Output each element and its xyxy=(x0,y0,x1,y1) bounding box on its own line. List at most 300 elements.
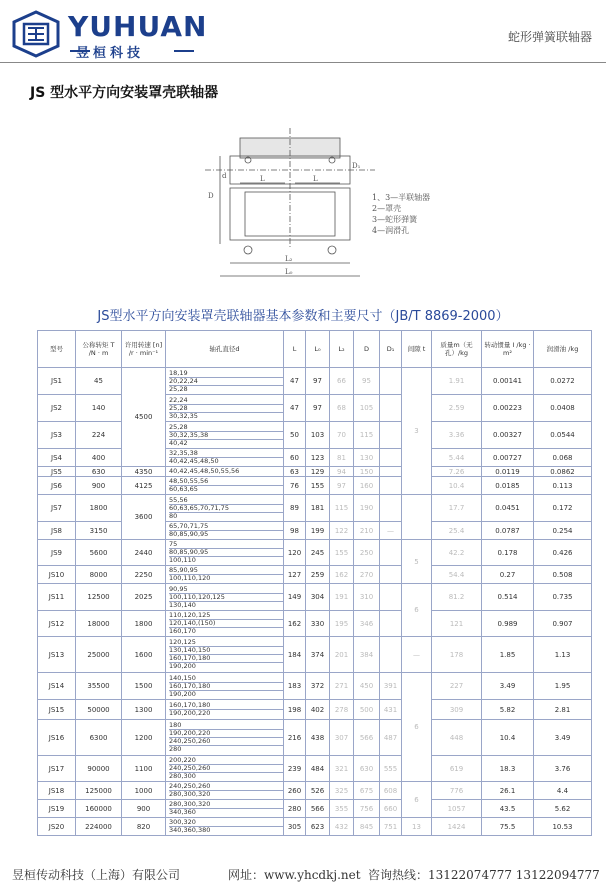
cell-L2: 307 xyxy=(330,720,354,756)
cell-grease: 0.907 xyxy=(534,611,592,637)
cell-inertia: 0.00141 xyxy=(482,368,534,395)
cell-speed: 4350 xyxy=(122,467,166,477)
cell-L: 149 xyxy=(284,584,306,611)
table-title xyxy=(0,305,606,324)
cell-model: JS10 xyxy=(38,566,76,584)
cell-inertia: 0.0119 xyxy=(482,467,534,477)
cell-shaft xyxy=(166,756,284,782)
cell-speed: 1500 xyxy=(122,673,166,700)
brand-subtitle: 昱桓科技 xyxy=(76,46,145,61)
col-L0: L₀ xyxy=(306,331,330,368)
cell-torque: 630 xyxy=(76,467,122,477)
cell-model: JS20 xyxy=(38,818,76,836)
table-row xyxy=(38,673,592,700)
cell-L0: 123 xyxy=(306,449,330,467)
cell-grease: 0.113 xyxy=(534,477,592,495)
footer-phones: 咨询热线：13122074777 13122094777 xyxy=(368,868,600,882)
cell-speed: 1100 xyxy=(122,756,166,782)
cell-torque: 224000 xyxy=(76,818,122,836)
cell-speed: 1000 xyxy=(122,782,166,800)
cell-L2: 201 xyxy=(330,637,354,673)
shaft-bore-line: 280 xyxy=(169,745,283,753)
cell-mass: 25.4 xyxy=(432,522,482,540)
shaft-bore-line: 180 xyxy=(169,721,182,729)
cell-L0: 97 xyxy=(306,368,330,395)
cell-mass: 10.4 xyxy=(432,477,482,495)
shaft-bore-line: 280,300,320 xyxy=(169,790,283,798)
cell-torque: 224 xyxy=(76,422,122,449)
cell-mass: 227 xyxy=(432,673,482,700)
spec-table xyxy=(37,330,592,836)
cell-D1: 660 xyxy=(380,800,402,818)
shaft-bore-line: 160,170,180 xyxy=(169,654,283,662)
shaft-bore-line: 30,32,35 xyxy=(169,412,283,420)
cell-inertia: 43.5 xyxy=(482,800,534,818)
footer-website: 网址：www.yhcdkj.net xyxy=(228,868,361,882)
cell-inertia: 0.00327 xyxy=(482,422,534,449)
cell-gap: 5 xyxy=(402,540,432,584)
cell-shaft xyxy=(166,522,284,540)
cell-shaft xyxy=(166,673,284,700)
cell-mass: 81.2 xyxy=(432,584,482,611)
cell-D1: 391 xyxy=(380,673,402,700)
cell-gap: 6 xyxy=(402,673,432,782)
cell-mass: 121 xyxy=(432,611,482,637)
cell-L: 184 xyxy=(284,637,306,673)
cell-L2: 66 xyxy=(330,368,354,395)
cell-D1 xyxy=(380,368,402,395)
shaft-bore-line: 120,125 xyxy=(169,638,196,646)
cell-D: 310 xyxy=(354,584,380,611)
cell-D: 346 xyxy=(354,611,380,637)
footer-company: 昱桓传动科技（上海）有限公司 xyxy=(12,868,181,882)
cell-D: 210 xyxy=(354,522,380,540)
shaft-bore-line: 65,70,71,75 xyxy=(169,522,209,530)
shaft-bore-line: 40,42 xyxy=(169,439,283,447)
cell-shaft xyxy=(166,720,284,756)
shaft-bore-line: 20,22,24 xyxy=(169,377,283,385)
cell-model: JS19 xyxy=(38,800,76,818)
col-gap: 间隙 t xyxy=(402,331,432,368)
shaft-bore-line: 55,56 xyxy=(169,495,188,504)
col-inertia: 转动惯量 I /kg · m² xyxy=(482,331,534,368)
cell-L2: 97 xyxy=(330,477,354,495)
cell-mass: 309 xyxy=(432,700,482,720)
col-L2: L₂ xyxy=(330,331,354,368)
cell-torque: 5600 xyxy=(76,540,122,566)
cell-shaft xyxy=(166,477,284,495)
shaft-bore-line: 130,140 xyxy=(169,601,283,609)
cell-torque: 160000 xyxy=(76,800,122,818)
cell-shaft xyxy=(166,395,284,422)
cell-D: 160 xyxy=(354,477,380,495)
dim-label-D: D xyxy=(208,192,214,200)
cell-shaft xyxy=(166,611,284,637)
shaft-bore-line: 100,110,120,125 xyxy=(169,593,283,601)
dim-label-D1: D₁ xyxy=(352,162,361,170)
cell-inertia: 3.49 xyxy=(482,673,534,700)
table-row xyxy=(38,800,592,818)
page-title: JS 型水平方向安装罩壳联轴器 xyxy=(30,85,219,101)
cell-shaft xyxy=(166,368,284,395)
cell-shaft xyxy=(166,700,284,720)
cell-model: JS8 xyxy=(38,522,76,540)
cell-inertia: 0.0787 xyxy=(482,522,534,540)
cell-L: 183 xyxy=(284,673,306,700)
page-footer xyxy=(0,866,606,886)
shaft-bore-line: 160,170 xyxy=(169,627,283,635)
cell-D: 450 xyxy=(354,673,380,700)
cell-L: 60 xyxy=(284,449,306,467)
cell-mass: 1057 xyxy=(432,800,482,818)
cell-torque: 18000 xyxy=(76,611,122,637)
cell-inertia: 5.82 xyxy=(482,700,534,720)
shaft-bore-line: 240,250,260 xyxy=(169,737,283,745)
shaft-bore-line: 85,90,95 xyxy=(169,566,198,574)
cell-inertia: 1.85 xyxy=(482,637,534,673)
cell-model: JS12 xyxy=(38,611,76,637)
cell-D: 105 xyxy=(354,395,380,422)
shaft-bore-line: 190,200 xyxy=(169,662,283,670)
legend-item: 2—罩壳 xyxy=(372,204,402,213)
cell-inertia: 0.178 xyxy=(482,540,534,566)
table-row xyxy=(38,566,592,584)
cell-D1: — xyxy=(380,522,402,540)
cell-gap: 6 xyxy=(402,584,432,637)
table-row xyxy=(38,395,592,422)
cell-torque: 140 xyxy=(76,395,122,422)
cell-L: 260 xyxy=(284,782,306,800)
cell-torque: 50000 xyxy=(76,700,122,720)
shaft-bore-line: 48,50,55,56 xyxy=(169,477,209,485)
cell-L0: 103 xyxy=(306,422,330,449)
cell-shaft xyxy=(166,540,284,566)
cell-L: 162 xyxy=(284,611,306,637)
drawing-legend xyxy=(372,192,430,236)
cell-model: JS16 xyxy=(38,720,76,756)
table-row xyxy=(38,449,592,467)
shaft-bore-line: 25,28 xyxy=(169,385,283,393)
cell-L2: 271 xyxy=(330,673,354,700)
cell-D1 xyxy=(380,449,402,467)
cell-grease: 0.0544 xyxy=(534,422,592,449)
col-L: L xyxy=(284,331,306,368)
cell-L2: 122 xyxy=(330,522,354,540)
cell-L2: 155 xyxy=(330,540,354,566)
cell-L0: 402 xyxy=(306,700,330,720)
cell-D: 756 xyxy=(354,800,380,818)
shaft-bore-line: 40,42,45,48,50 xyxy=(169,457,283,465)
cell-L0: 155 xyxy=(306,477,330,495)
page-header xyxy=(0,0,606,62)
cell-inertia: 18.3 xyxy=(482,756,534,782)
shaft-bore-line: 130,140,150 xyxy=(169,646,283,654)
cell-speed: 2025 xyxy=(122,584,166,611)
cell-mass: 776 xyxy=(432,782,482,800)
col-shaft: 轴孔直径d xyxy=(166,331,284,368)
cell-L0: 374 xyxy=(306,637,330,673)
table-row xyxy=(38,584,592,611)
cell-speed: 4125 xyxy=(122,477,166,495)
cell-inertia: 0.0185 xyxy=(482,477,534,495)
cell-L: 98 xyxy=(284,522,306,540)
cell-D1 xyxy=(380,395,402,422)
table-row xyxy=(38,368,592,395)
cell-D1: 608 xyxy=(380,782,402,800)
cell-D1: 555 xyxy=(380,756,402,782)
shaft-bore-line: 140,150 xyxy=(169,673,196,682)
cell-speed: 1800 xyxy=(122,611,166,637)
cell-D: 675 xyxy=(354,782,380,800)
cell-L0: 623 xyxy=(306,818,330,836)
cell-grease: 0.172 xyxy=(534,495,592,522)
cell-L: 305 xyxy=(284,818,306,836)
shaft-bore-line: 60,63,65,70,71,75 xyxy=(169,504,283,512)
cell-shaft xyxy=(166,637,284,673)
cell-shaft xyxy=(166,467,284,477)
cell-D: 95 xyxy=(354,368,380,395)
cell-gap: — xyxy=(402,637,432,673)
cell-speed: 1300 xyxy=(122,700,166,720)
cell-L0: 181 xyxy=(306,495,330,522)
cell-grease: 4.4 xyxy=(534,782,592,800)
shaft-bore-line: 100,110,120 xyxy=(169,574,283,582)
shaft-bore-line: 340,360,380 xyxy=(169,826,283,834)
cell-mass: 54.4 xyxy=(432,566,482,584)
cell-torque: 125000 xyxy=(76,782,122,800)
cell-D: 250 xyxy=(354,540,380,566)
cell-mass: 619 xyxy=(432,756,482,782)
cell-L: 239 xyxy=(284,756,306,782)
cell-speed: 3600 xyxy=(122,495,166,540)
shaft-bore-line: 25,28 xyxy=(169,422,188,431)
cell-grease: 10.53 xyxy=(534,818,592,836)
cell-shaft xyxy=(166,782,284,800)
cell-mass: 17.7 xyxy=(432,495,482,522)
shaft-bore-line: 110,120,125 xyxy=(169,611,211,619)
cell-L2: 325 xyxy=(330,782,354,800)
cell-grease: 2.81 xyxy=(534,700,592,720)
cell-L0: 526 xyxy=(306,782,330,800)
cell-speed: 1600 xyxy=(122,637,166,673)
cell-D1 xyxy=(380,495,402,522)
brand-rule-right xyxy=(174,50,194,52)
cell-grease: 0.0408 xyxy=(534,395,592,422)
cell-torque: 6300 xyxy=(76,720,122,756)
shaft-bore-line: 18,19 xyxy=(169,368,188,377)
legend-item: 1、3—半联轴器 xyxy=(372,193,431,202)
col-D: D xyxy=(354,331,380,368)
cell-grease: 0.426 xyxy=(534,540,592,566)
dim-label-L2: L₂ xyxy=(285,255,293,263)
cell-L2: 162 xyxy=(330,566,354,584)
header-divider xyxy=(0,62,606,63)
cell-L0: 245 xyxy=(306,540,330,566)
dim-label-L-left: L xyxy=(260,175,265,183)
cell-L2: 81 xyxy=(330,449,354,467)
cell-mass: 448 xyxy=(432,720,482,756)
cell-D1: 751 xyxy=(380,818,402,836)
legend-item: 3—蛇形弹簧 xyxy=(372,215,418,224)
cell-inertia: 75.5 xyxy=(482,818,534,836)
cell-inertia: 10.4 xyxy=(482,720,534,756)
cell-shaft xyxy=(166,495,284,522)
cell-L: 280 xyxy=(284,800,306,818)
cell-D: 150 xyxy=(354,467,380,477)
cell-D1: 487 xyxy=(380,720,402,756)
cell-D: 566 xyxy=(354,720,380,756)
table-row xyxy=(38,467,592,477)
cell-grease: 3.49 xyxy=(534,720,592,756)
cell-L: 47 xyxy=(284,395,306,422)
cell-D1 xyxy=(380,566,402,584)
shaft-bore-line: 80 xyxy=(169,512,283,520)
cell-speed: 2250 xyxy=(122,566,166,584)
cell-model: JS2 xyxy=(38,395,76,422)
col-speed: 许用转速 [n] /r · min⁻¹ xyxy=(122,331,166,368)
shaft-bore-line: 160,170,180 xyxy=(169,701,211,709)
table-row xyxy=(38,540,592,566)
cell-model: JS4 xyxy=(38,449,76,467)
cell-torque: 900 xyxy=(76,477,122,495)
shaft-bore-line: 200,220 xyxy=(169,756,196,764)
cell-model: JS14 xyxy=(38,673,76,700)
cell-D: 270 xyxy=(354,566,380,584)
cell-L2: 278 xyxy=(330,700,354,720)
cell-model: JS6 xyxy=(38,477,76,495)
cell-torque: 12500 xyxy=(76,584,122,611)
cell-grease: 5.62 xyxy=(534,800,592,818)
cell-model: JS15 xyxy=(38,700,76,720)
col-D1: D₁ xyxy=(380,331,402,368)
cell-grease: 0.0862 xyxy=(534,467,592,477)
shaft-bore-line: 22,24 xyxy=(169,395,188,404)
cell-speed: 1200 xyxy=(122,720,166,756)
cell-torque: 90000 xyxy=(76,756,122,782)
cell-D: 115 xyxy=(354,422,380,449)
dim-label-L0: L₀ xyxy=(285,268,293,276)
cell-inertia: 0.00223 xyxy=(482,395,534,422)
shaft-bore-line: 190,200,220 xyxy=(169,729,283,737)
cell-mass: 3.36 xyxy=(432,422,482,449)
cell-mass: 1.91 xyxy=(432,368,482,395)
cell-speed: 2440 xyxy=(122,540,166,566)
cell-model: JS5 xyxy=(38,467,76,477)
cell-gap: 3 xyxy=(402,368,432,495)
cell-torque: 400 xyxy=(76,449,122,467)
table-row xyxy=(38,637,592,673)
cell-D1 xyxy=(380,637,402,673)
cell-torque: 1800 xyxy=(76,495,122,522)
cell-L2: 321 xyxy=(330,756,354,782)
cell-L: 216 xyxy=(284,720,306,756)
cell-L2: 195 xyxy=(330,611,354,637)
logo-emblem-icon xyxy=(10,10,62,58)
cell-gap xyxy=(402,495,432,540)
cell-torque: 45 xyxy=(76,368,122,395)
cell-D: 845 xyxy=(354,818,380,836)
shaft-bore-line: 280,300 xyxy=(169,772,283,780)
shaft-bore-line: 300,320 xyxy=(169,818,196,826)
cell-L: 76 xyxy=(284,477,306,495)
table-row xyxy=(38,611,592,637)
shaft-bore-line: 240,250,260 xyxy=(169,764,283,772)
cell-L0: 438 xyxy=(306,720,330,756)
cell-model: JS17 xyxy=(38,756,76,782)
cell-L: 50 xyxy=(284,422,306,449)
cell-shaft xyxy=(166,422,284,449)
table-row xyxy=(38,720,592,756)
cell-gap: 13 xyxy=(402,818,432,836)
shaft-bore-line: 80,85,90,95 xyxy=(169,548,283,556)
cell-D: 130 xyxy=(354,449,380,467)
cell-grease: 0.0272 xyxy=(534,368,592,395)
cell-model: JS3 xyxy=(38,422,76,449)
cell-L0: 259 xyxy=(306,566,330,584)
shaft-bore-line: 75 xyxy=(169,540,178,548)
cell-L: 198 xyxy=(284,700,306,720)
cell-mass: 42.2 xyxy=(432,540,482,566)
cell-L2: 191 xyxy=(330,584,354,611)
cell-shaft xyxy=(166,566,284,584)
shaft-bore-line: 160,170,180 xyxy=(169,682,283,690)
cell-L: 89 xyxy=(284,495,306,522)
cell-grease: 0.508 xyxy=(534,566,592,584)
cell-L: 120 xyxy=(284,540,306,566)
cell-L0: 372 xyxy=(306,673,330,700)
legend-item: 4—润滑孔 xyxy=(372,226,410,235)
cell-speed: 900 xyxy=(122,800,166,818)
cell-grease: 0.254 xyxy=(534,522,592,540)
cell-L2: 70 xyxy=(330,422,354,449)
cell-D1 xyxy=(380,611,402,637)
shaft-bore-line: 120,140,(150) xyxy=(169,619,283,627)
cell-inertia: 0.00727 xyxy=(482,449,534,467)
table-row xyxy=(38,782,592,800)
cell-D: 630 xyxy=(354,756,380,782)
shaft-bore-line: 80,85,90,95 xyxy=(169,530,283,538)
cell-L0: 97 xyxy=(306,395,330,422)
table-row xyxy=(38,756,592,782)
cell-D: 500 xyxy=(354,700,380,720)
table-row xyxy=(38,477,592,495)
cell-model: JS1 xyxy=(38,368,76,395)
cell-L0: 566 xyxy=(306,800,330,818)
shaft-bore-line: 190,200 xyxy=(169,690,283,698)
cell-inertia: 0.989 xyxy=(482,611,534,637)
col-torque: 公称转矩 T /N · m xyxy=(76,331,122,368)
shaft-bore-line: 240,250,260 xyxy=(169,782,211,790)
table-row xyxy=(38,818,592,836)
cell-shaft xyxy=(166,800,284,818)
cell-torque: 25000 xyxy=(76,637,122,673)
cell-D1 xyxy=(380,422,402,449)
cell-L: 127 xyxy=(284,566,306,584)
table-header-row xyxy=(38,331,592,368)
cell-grease: 1.95 xyxy=(534,673,592,700)
cell-inertia: 0.0451 xyxy=(482,495,534,522)
cell-speed: 820 xyxy=(122,818,166,836)
cell-L: 47 xyxy=(284,368,306,395)
dim-label-L-right: L xyxy=(313,175,318,183)
cell-model: JS18 xyxy=(38,782,76,800)
cell-mass: 178 xyxy=(432,637,482,673)
cell-L2: 115 xyxy=(330,495,354,522)
cell-speed: 4500 xyxy=(122,368,166,467)
cell-mass: 7.26 xyxy=(432,467,482,477)
table-row xyxy=(38,495,592,522)
cell-D1 xyxy=(380,467,402,477)
